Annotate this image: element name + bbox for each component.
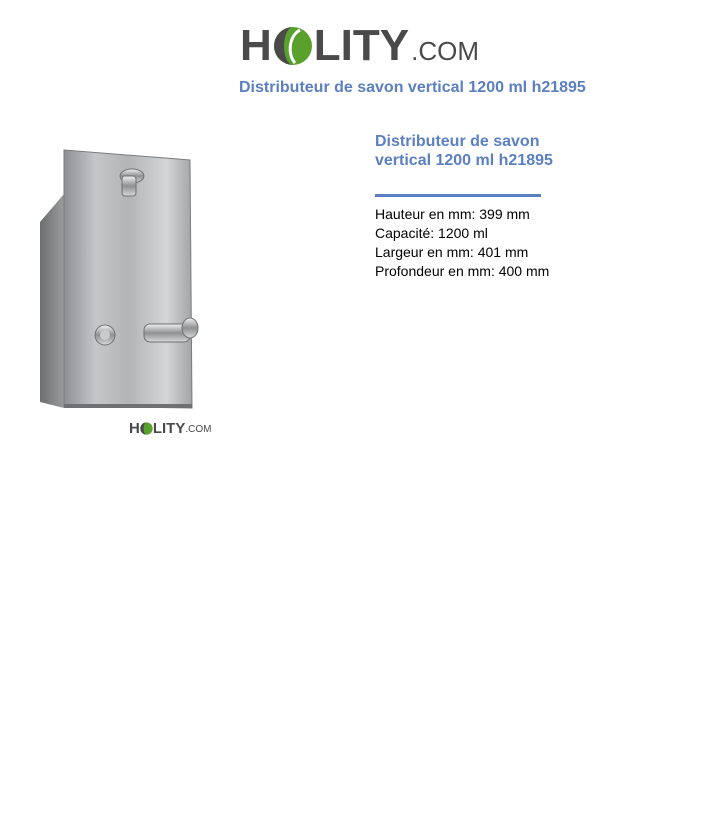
image-watermark-logo <box>129 421 211 436</box>
title-underline-divider <box>375 194 541 197</box>
logo-letter-h: H <box>240 21 272 70</box>
watermark-o-mark-icon <box>140 422 153 435</box>
spec-depth: Profondeur en mm: 400 mm <box>375 263 550 279</box>
logo-o-mark-icon <box>273 26 313 66</box>
logo-domain-suffix: .COM <box>411 36 479 66</box>
spec-width: Largeur en mm: 401 mm <box>375 244 529 260</box>
logo-letters-lity: LITY <box>313 21 410 70</box>
site-logo[interactable] <box>240 12 490 68</box>
spec-height: Hauteur en mm: 399 mm <box>375 206 530 222</box>
spec-capacity: Capacité: 1200 ml <box>375 225 488 241</box>
logo-wordmark <box>240 21 410 70</box>
watermark-letters-lity: LITY <box>152 420 186 437</box>
watermark-letter-h: H <box>129 420 140 437</box>
product-specs-list <box>375 205 549 281</box>
watermark-domain-suffix: .COM <box>185 424 212 435</box>
product-title: Distributeur de savon vertical 1200 ml h21895 <box>375 133 553 169</box>
product-image <box>30 140 220 445</box>
page-title: Distributeur de savon vertical 1200 ml h21895 <box>239 79 586 96</box>
